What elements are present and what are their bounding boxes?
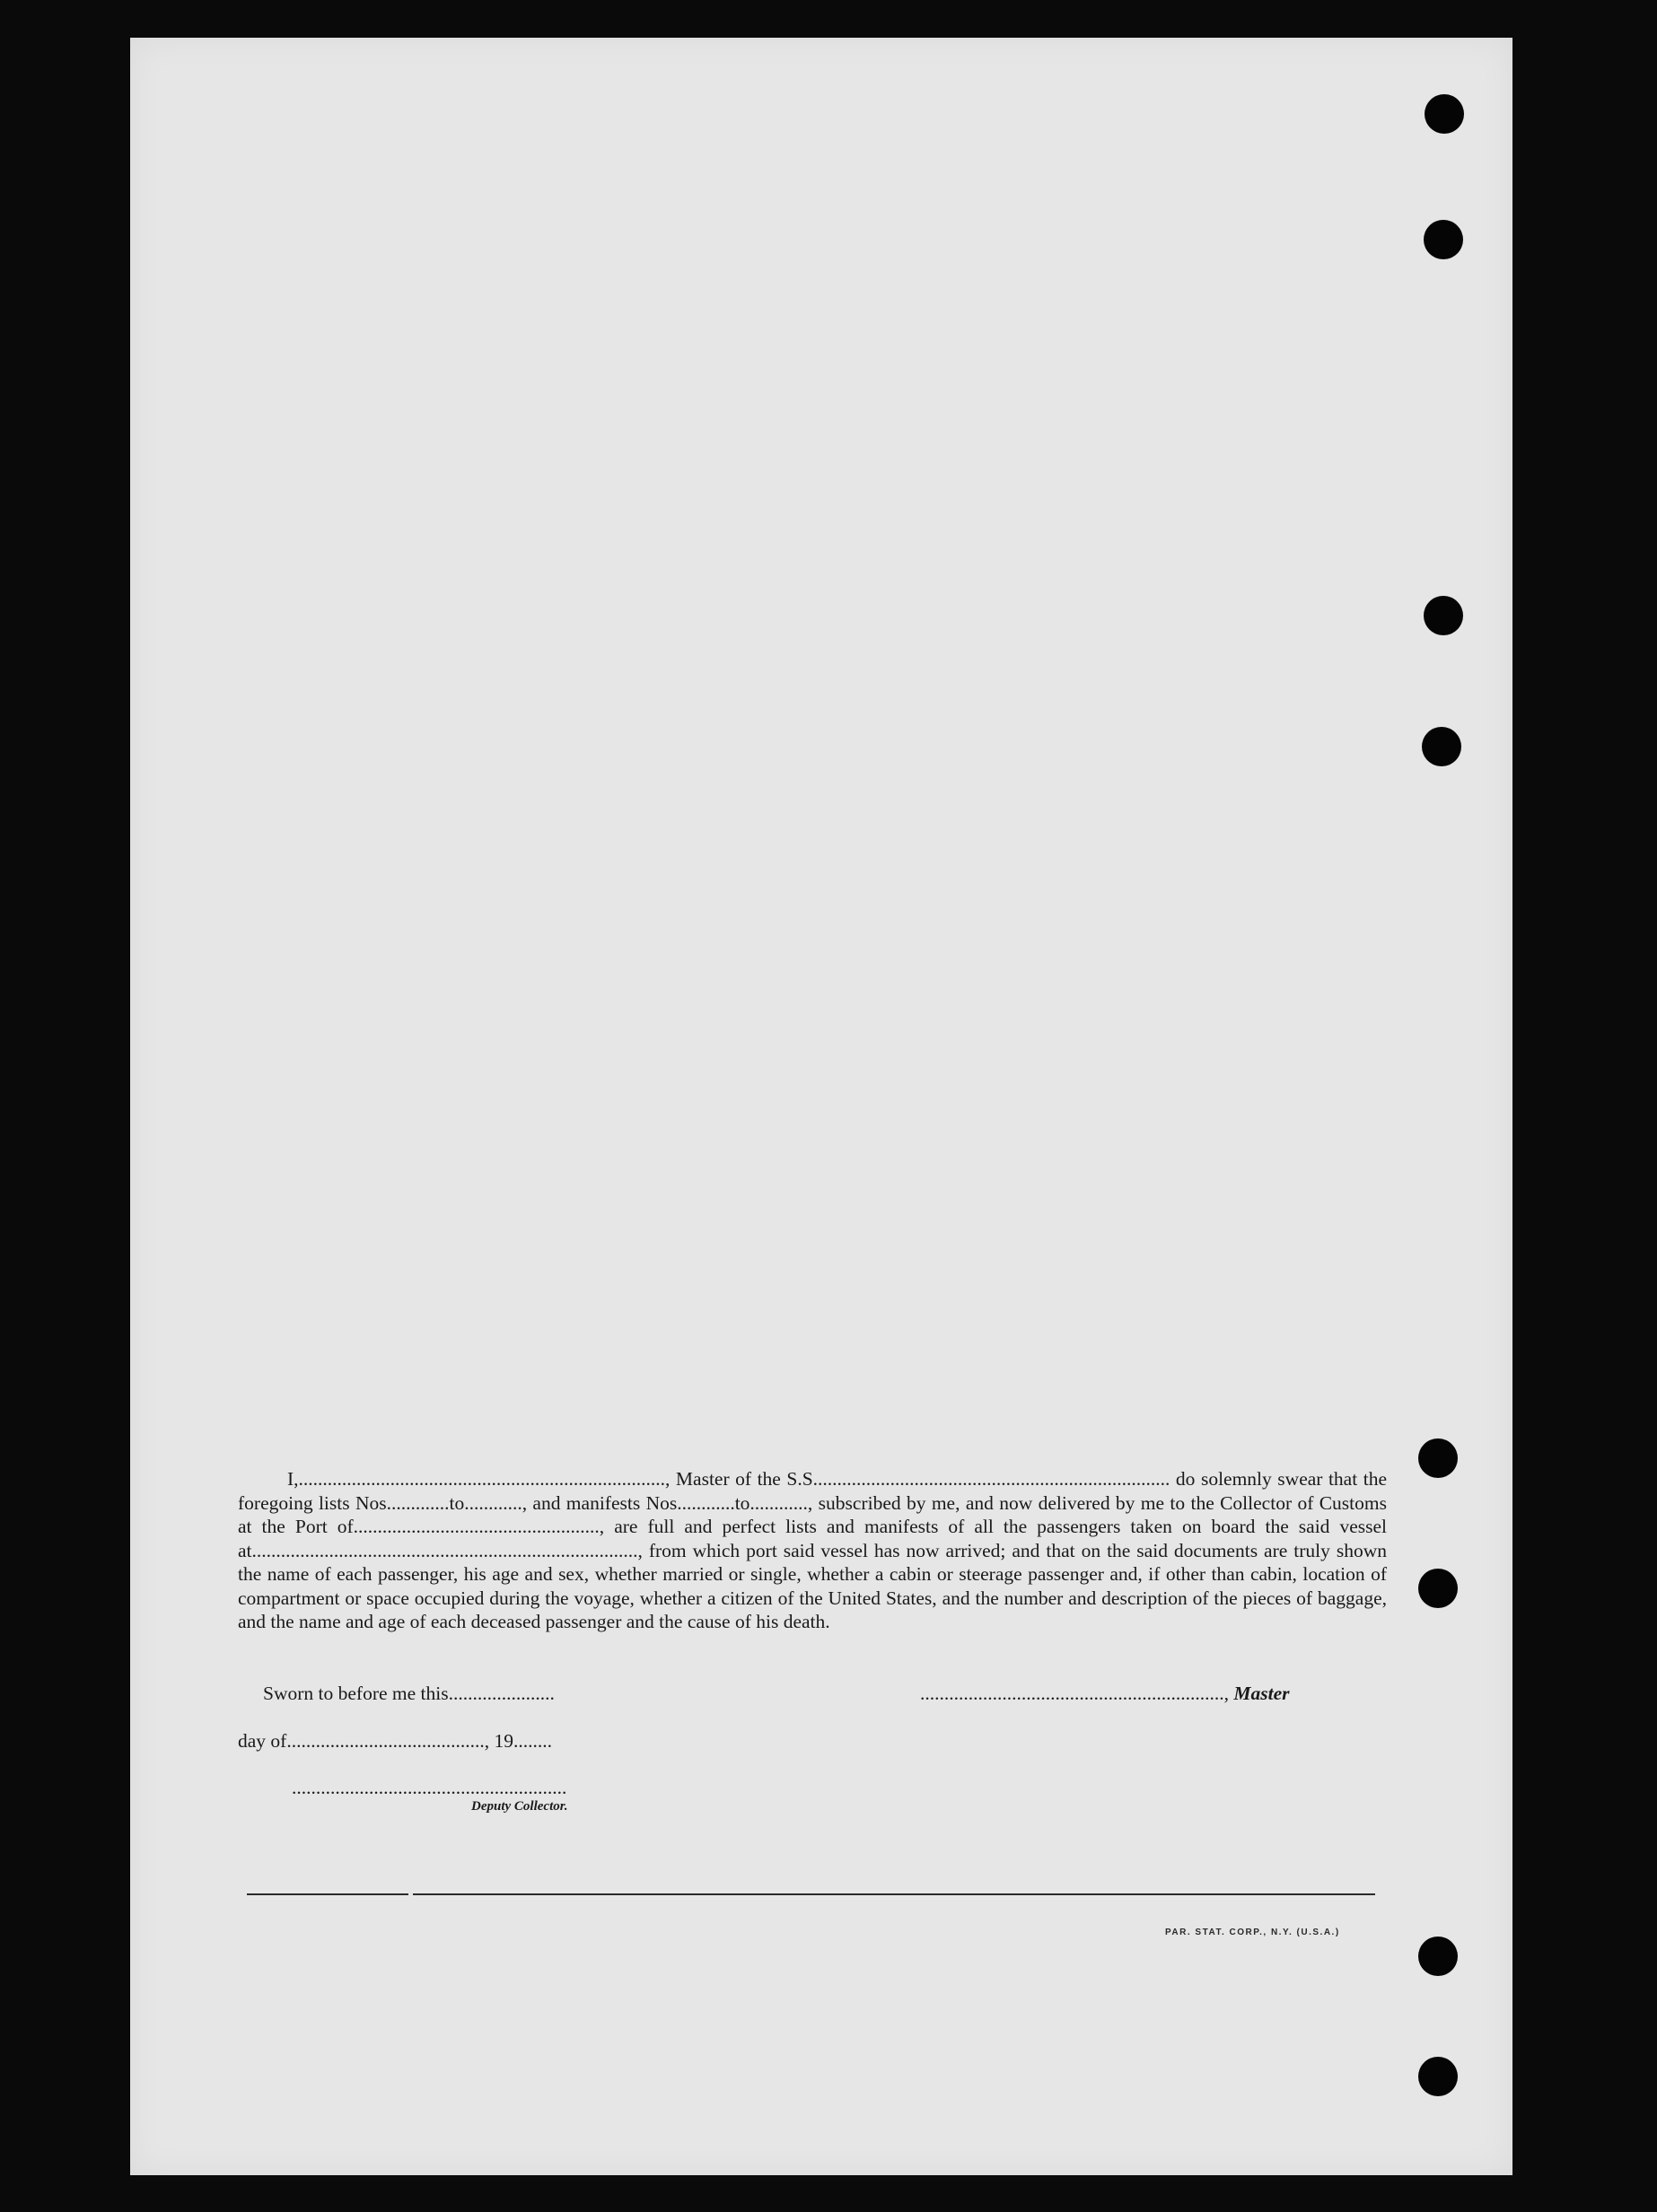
master-oath <box>238 1467 1387 1634</box>
deputy-collector-label: Deputy Collector. <box>471 1799 568 1814</box>
bottom-rule-left <box>247 1893 408 1895</box>
punch-hole <box>1418 1569 1458 1608</box>
master-label: Master <box>1233 1683 1290 1704</box>
day-line: day of........................................., 19........ <box>238 1730 552 1752</box>
punch-hole <box>1418 2057 1458 2096</box>
sworn-line: Sworn to before me this...................... <box>263 1683 555 1704</box>
punch-hole <box>1418 1937 1458 1976</box>
punch-hole <box>1424 220 1463 259</box>
bottom-rule-right <box>413 1893 1375 1895</box>
deputy-signature-line: ......................................................... <box>292 1777 567 1798</box>
master-signature-dots: ..............................................................., <box>920 1683 1229 1704</box>
master-signature-line <box>920 1683 1290 1705</box>
punch-hole <box>1424 596 1463 635</box>
punch-hole <box>1425 94 1464 134</box>
manifest-sheet <box>130 38 1512 2175</box>
punch-hole <box>1422 727 1461 766</box>
printer-imprint: PAR. STAT. CORP., N.Y. (U.S.A.) <box>1165 1928 1340 1937</box>
oath-paragraph: I,............................................................................, Master of the S.S.......................................................................... do solemnly swear that the foregoing lists Nos.............to............, and manifests Nos............to............, subscribed by me, and now delivered by me to the Collector of Customs at the Port of..................................................., are full and perfect lists and manifests of all the passengers taken on board the said vessel at................................................................................, from which port said vessel has now arrived; and that on the said documents are truly shown the name of each passenger, his age and sex, whether married or single, whether a cabin or steerage passenger and, if other than cabin, location of compartment or space occupied during the voyage, whether a citizen of the United States, and the number and description of the pieces of baggage, and the name and age of each deceased passenger and the cause of his death. <box>238 1468 1387 1632</box>
punch-hole <box>1418 1438 1458 1478</box>
